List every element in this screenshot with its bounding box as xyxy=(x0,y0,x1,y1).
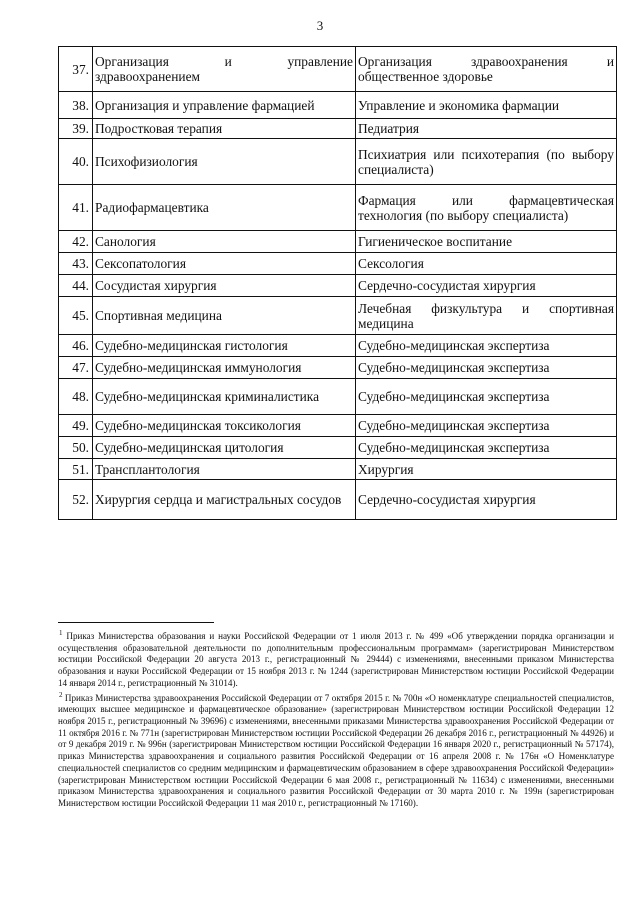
row-number: 52. xyxy=(59,480,93,520)
base-specialty-cell: Гигиеническое воспитание xyxy=(356,231,617,253)
specialty-cell: Подростковая терапия xyxy=(93,119,356,139)
row-number: 37. xyxy=(59,47,93,92)
table-row xyxy=(59,437,617,459)
specialty-cell: Радиофармацевтика xyxy=(93,185,356,231)
footnote-separator xyxy=(58,622,214,623)
row-number: 44. xyxy=(59,275,93,297)
footnote-1-mark: 1 xyxy=(59,629,63,637)
row-number: 49. xyxy=(59,415,93,437)
base-specialty-cell: Психиатрия или психотерапия (по выбору специалиста) xyxy=(356,139,617,185)
table-row xyxy=(59,253,617,275)
row-number: 45. xyxy=(59,297,93,335)
specialty-cell: Судебно-медицинская гистология xyxy=(93,335,356,357)
specialty-cell: Судебно-медицинская иммунология xyxy=(93,357,356,379)
row-number: 47. xyxy=(59,357,93,379)
table-row xyxy=(59,297,617,335)
specialty-cell: Судебно-медицинская криминалистика xyxy=(93,379,356,415)
table-row xyxy=(59,119,617,139)
base-specialty-cell: Сердечно-сосудистая хирургия xyxy=(356,275,617,297)
row-number: 39. xyxy=(59,119,93,139)
base-specialty-cell: Судебно-медицинская экспертиза xyxy=(356,357,617,379)
table-row xyxy=(59,92,617,119)
row-number: 46. xyxy=(59,335,93,357)
table-row xyxy=(59,275,617,297)
specialty-cell: Трансплантология xyxy=(93,459,356,480)
specialty-cell: Психофизиология xyxy=(93,139,356,185)
base-specialty-cell: Педиатрия xyxy=(356,119,617,139)
base-specialty-cell: Управление и экономика фармации xyxy=(356,92,617,119)
specialty-cell: Судебно-медицинская цитология xyxy=(93,437,356,459)
row-number: 48. xyxy=(59,379,93,415)
base-specialty-cell: Сердечно-сосудистая хирургия xyxy=(356,480,617,520)
table-row xyxy=(59,415,617,437)
page-number: 3 xyxy=(316,18,324,33)
base-specialty-cell: Судебно-медицинская экспертиза xyxy=(356,335,617,357)
table-row xyxy=(59,139,617,185)
table-row xyxy=(59,185,617,231)
footnotes xyxy=(58,628,614,810)
base-specialty-cell: Судебно-медицинская экспертиза xyxy=(356,379,617,415)
base-specialty-cell: Судебно-медицинская экспертиза xyxy=(356,415,617,437)
footnote-2-text: Приказ Министерства здравоохранения Российской Федерации от 7 октября 2015 г. № 700н «О номенклатуре специальностей специалистов, имеющих высшее медицинское и фармацевтическое образование» (зарегистрирован Министерством юстиции Российской Федерации 12 ноября 2015 г., регистрационный № 39696) с изменениями, внесенными приказами Министерства здравоохранения Российской Федерации от 11 октября 2016 г. № 771н (зарегистрирован Министерством юстиции Российской Федерации 26 декабря 2016 г., регистрационный № 44926) и от 9 декабря 2019 г. № 996н (зарегистрирован Министерством юстиции Российской Федерации 16 января 2020 г., регистрационный № 57174), приказ Министерства здравоохранения и социального развития Российской Федерации от 16 апреля 2008 г. № 176н «О Номенклатуре специальностей специалистов со средним медицинским и фармацевтическим образованием в сфере здравоохранения Российской Федерации» (зарегистрирован Министерством юстиции Российской Федерации 6 мая 2008 г., регистрационный № 11634) с изменениями, внесенными приказом Министерства здравоохранения и социального развития Российской Федерации от 30 марта 2010 г. № 199н (зарегистрирован Министерством юстиции Российской Федерации 11 мая 2010 г., регистрационный № 17160). xyxy=(58,692,614,808)
base-specialty-cell: Сексология xyxy=(356,253,617,275)
table-row xyxy=(59,379,617,415)
specialty-cell: Санология xyxy=(93,231,356,253)
specialty-cell: Хирургия сердца и магистральных сосудов xyxy=(93,480,356,520)
row-number: 50. xyxy=(59,437,93,459)
specialties-table-body xyxy=(59,47,617,520)
specialties-table xyxy=(58,46,617,520)
footnote-1 xyxy=(58,628,614,690)
row-number: 41. xyxy=(59,185,93,231)
table-row xyxy=(59,335,617,357)
row-number: 38. xyxy=(59,92,93,119)
row-number: 51. xyxy=(59,459,93,480)
table-row xyxy=(59,459,617,480)
specialty-cell: Организация и управление здравоохранением xyxy=(93,47,356,92)
table-row xyxy=(59,47,617,92)
footnote-2 xyxy=(58,690,614,810)
table-row xyxy=(59,480,617,520)
specialty-cell: Судебно-медицинская токсикология xyxy=(93,415,356,437)
row-number: 42. xyxy=(59,231,93,253)
base-specialty-cell: Хирургия xyxy=(356,459,617,480)
specialty-cell: Сексопатология xyxy=(93,253,356,275)
footnote-2-mark: 2 xyxy=(59,690,63,699)
specialty-cell: Организация и управление фармацией xyxy=(93,92,356,119)
row-number: 40. xyxy=(59,139,93,185)
table-row xyxy=(59,357,617,379)
base-specialty-cell: Организация здравоохранения и общественное здоровье xyxy=(356,47,617,92)
specialty-cell: Спортивная медицина xyxy=(93,297,356,335)
specialty-cell: Сосудистая хирургия xyxy=(93,275,356,297)
table-row xyxy=(59,231,617,253)
row-number: 43. xyxy=(59,253,93,275)
base-specialty-cell: Лечебная физкультура и спортивная медицина xyxy=(356,297,617,335)
footnote-1-text: Приказ Министерства образования и науки Российской Федерации от 1 июля 2013 г. № 499 «Об утверждении порядка организации и осуществления образовательной деятельности по дополнительным профессиональным программам» (зарегистрирован Министерством юстиции Российской Федерации 20 августа 2013 г., регистрационный № 29444) с изменениями, внесенными приказом Министерства образования и науки Российской Федерации от 15 ноября 2013 г. № 1244 (зарегистрирован Министерством юстиции Российской Федерации 14 января 2014 г., регистрационный № 31014). xyxy=(58,631,614,688)
base-specialty-cell: Судебно-медицинская экспертиза xyxy=(356,437,617,459)
base-specialty-cell: Фармация или фармацевтическая технология (по выбору специалиста) xyxy=(356,185,617,231)
